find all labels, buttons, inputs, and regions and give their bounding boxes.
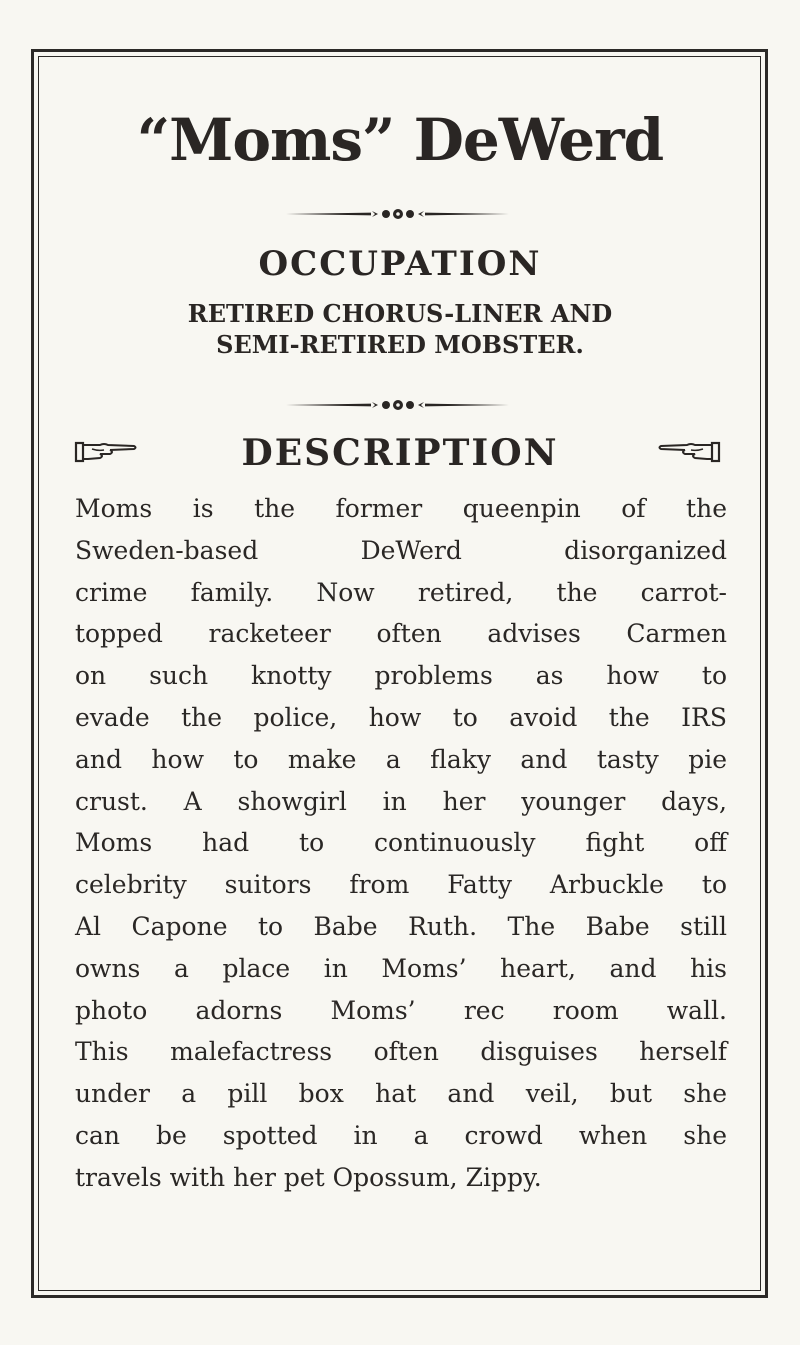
ornamental-divider-icon xyxy=(286,398,510,412)
description-line: topped racketeer often advises Carmen xyxy=(75,619,727,649)
description-line: can be spotted in a crowd when she xyxy=(75,1120,727,1150)
description-line: evade the police, how to avoid the IRS xyxy=(75,702,727,732)
description-line: This malefactress often disguises herself xyxy=(75,1037,727,1067)
description-line: travels with her pet Opossum, Zippy. xyxy=(75,1162,542,1192)
description-heading: DESCRIPTION xyxy=(241,432,559,474)
description-line: Al Capone to Babe Ruth. The Babe still xyxy=(75,911,727,941)
occupation-text xyxy=(0,298,800,360)
description-line: Sweden-based DeWerd disorganized xyxy=(75,535,727,565)
description-line: and how to make a flaky and tasty pie xyxy=(75,744,727,774)
description-line: Moms had to continuously fight off xyxy=(75,828,727,858)
description-line: crust. A showgirl in her younger days, xyxy=(75,786,727,816)
occupation-line: RETIRED CHORUS-LINER AND xyxy=(187,299,613,328)
description-line: on such knotty problems as how to xyxy=(75,661,727,691)
description-line: owns a place in Moms’ heart, and his xyxy=(75,953,727,983)
card-title: “Moms” DeWerd xyxy=(136,106,664,174)
ornamental-divider-icon xyxy=(286,207,510,221)
pointing-hand-left-icon xyxy=(657,438,721,466)
description-body xyxy=(75,488,727,1199)
occupation-heading: OCCUPATION xyxy=(258,244,542,284)
description-line: celebrity suitors from Fatty Arbuckle to xyxy=(75,870,727,900)
description-line: photo adorns Moms’ rec room wall. xyxy=(75,995,727,1025)
occupation-line: SEMI-RETIRED MOBSTER. xyxy=(216,330,584,359)
description-line: crime family. Now retired, the carrot- xyxy=(75,577,727,607)
description-line: under a pill box hat and veil, but she xyxy=(75,1079,727,1109)
description-line: Moms is the former queenpin of the xyxy=(75,494,727,523)
